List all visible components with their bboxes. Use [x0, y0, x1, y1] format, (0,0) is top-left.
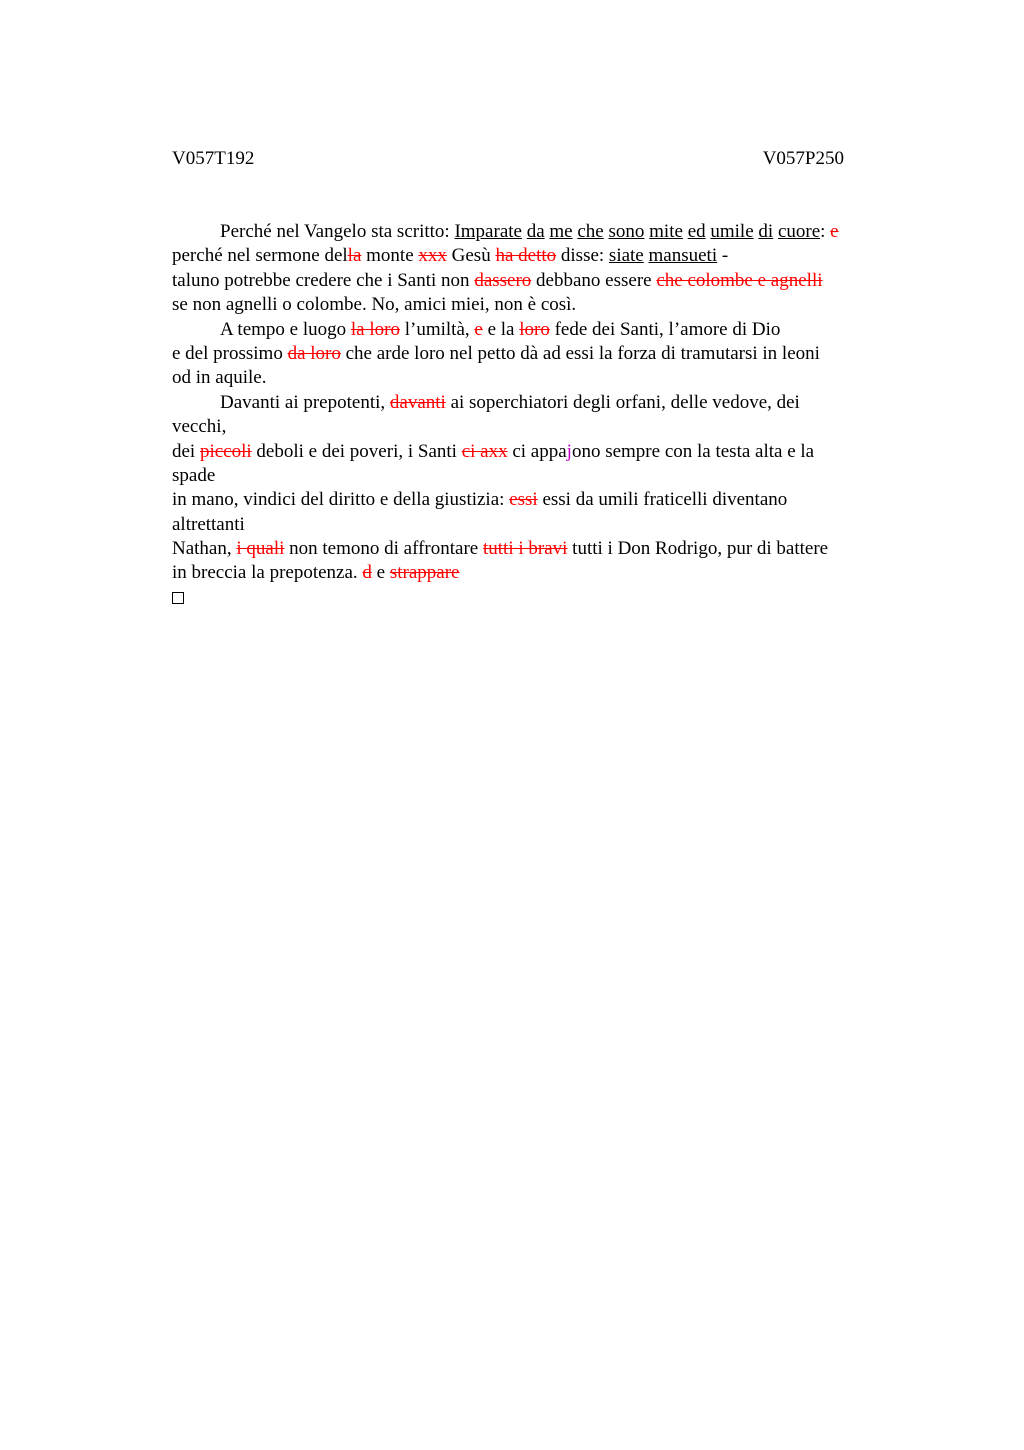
text-segment: e del prossimo [172, 342, 288, 364]
underlined-text: che [577, 221, 604, 242]
deleted-text: i quali [236, 538, 285, 560]
text-segment: e la [482, 318, 520, 340]
text-segment: perché nel sermone del [172, 245, 348, 267]
deleted-text: davanti [389, 391, 446, 413]
document-id-left: V057T192 [172, 148, 255, 169]
page-header [172, 146, 844, 172]
text-segment: disse: [556, 245, 609, 267]
deleted-text: la [347, 245, 362, 267]
text-segment: ai soperchiatori degli orfani, delle vedove, dei [445, 391, 800, 413]
document-id-right: V057P250 [762, 148, 844, 169]
underlined-text: di [758, 221, 774, 242]
manuscript-body [172, 220, 888, 610]
text-segment: dei [172, 440, 200, 462]
text-segment: ono sempre con la testa alta e la [571, 440, 815, 462]
underlined-text: sono [608, 221, 645, 242]
underlined-text: umile [710, 221, 754, 242]
underlined-text: cuore [777, 221, 821, 242]
deleted-text: dassero [474, 269, 532, 291]
underlined-text: ed [687, 221, 706, 242]
deleted-text: loro [519, 318, 550, 340]
text-segment: l’umiltà, [399, 318, 475, 340]
text-segment: Perché nel Vangelo sta scritto: [220, 221, 455, 242]
text-segment: - [717, 245, 729, 267]
text-line [172, 244, 888, 268]
underlined-text: mansueti [648, 245, 718, 267]
deleted-text: strappare [389, 562, 460, 584]
deleted-text: piccoli [199, 440, 252, 462]
deleted-text: xxx [418, 245, 447, 267]
underlined-text: siate [608, 245, 644, 267]
underlined-text: me [549, 221, 573, 242]
text-segment: se non agnelli o colombe. No, amici miei, non è così. [172, 294, 577, 316]
text-line [172, 464, 888, 488]
text-line [172, 220, 888, 244]
end-mark-line [172, 586, 888, 610]
text-segment: deboli e dei poveri, i Santi [251, 440, 462, 462]
text-segment: fede dei Santi, l’amore di Dio [549, 318, 781, 340]
inserted-letter: j [566, 440, 572, 462]
text-line [172, 269, 888, 293]
deleted-text: da loro [287, 342, 341, 364]
deleted-text: e [474, 318, 483, 340]
text-line [172, 440, 888, 464]
text-segment: e [371, 562, 390, 584]
text-segment: che arde loro nel petto dà ad essi la forza di tramutarsi in leoni [340, 342, 820, 364]
deleted-text: d [362, 562, 372, 584]
text-segment: vecchi, [172, 416, 227, 438]
deleted-text: e [830, 221, 839, 242]
text-line [172, 366, 888, 390]
deleted-text: tutti i bravi [482, 538, 568, 560]
text-line [172, 513, 888, 537]
text-segment: spade [172, 464, 216, 486]
text-line [172, 391, 888, 415]
text-segment: : [820, 221, 831, 242]
deleted-text: ci axx [461, 440, 508, 462]
text-line [172, 318, 888, 342]
text-line [172, 488, 888, 512]
underlined-text: da [526, 221, 545, 242]
square-icon [172, 592, 184, 604]
text-segment: Nathan, [172, 538, 237, 560]
text-segment: non temono di affrontare [284, 538, 483, 560]
text-segment: tutti i Don Rodrigo, pur di battere [567, 538, 829, 560]
text-line [172, 342, 888, 366]
text-segment: taluno potrebbe credere che i Santi non [172, 269, 475, 291]
text-line [172, 415, 888, 439]
deleted-text: ha detto [495, 245, 557, 267]
text-segment: debbano essere [531, 269, 657, 291]
text-segment: altrettanti [172, 513, 245, 535]
deleted-text: che colombe e agnelli [656, 269, 823, 291]
text-line [172, 293, 888, 317]
deleted-text: essi [509, 489, 538, 511]
text-segment: monte [361, 245, 419, 267]
underlined-text: mite [649, 221, 683, 242]
text-line [172, 561, 888, 585]
text-segment: in breccia la prepotenza. [172, 562, 363, 584]
text-segment: essi da umili fraticelli diventano [537, 489, 788, 511]
text-segment: Gesù [446, 245, 496, 267]
text-segment: A tempo e luogo [220, 318, 351, 340]
text-segment: od in aquile. [172, 367, 267, 389]
deleted-text: la loro [350, 318, 400, 340]
text-segment: Davanti ai prepotenti, [220, 391, 390, 413]
text-segment: in mano, vindici del diritto e della giustizia: [172, 489, 510, 511]
text-line [172, 537, 888, 561]
underlined-text: Imparate [454, 221, 522, 242]
text-segment: ci appa [507, 440, 567, 462]
